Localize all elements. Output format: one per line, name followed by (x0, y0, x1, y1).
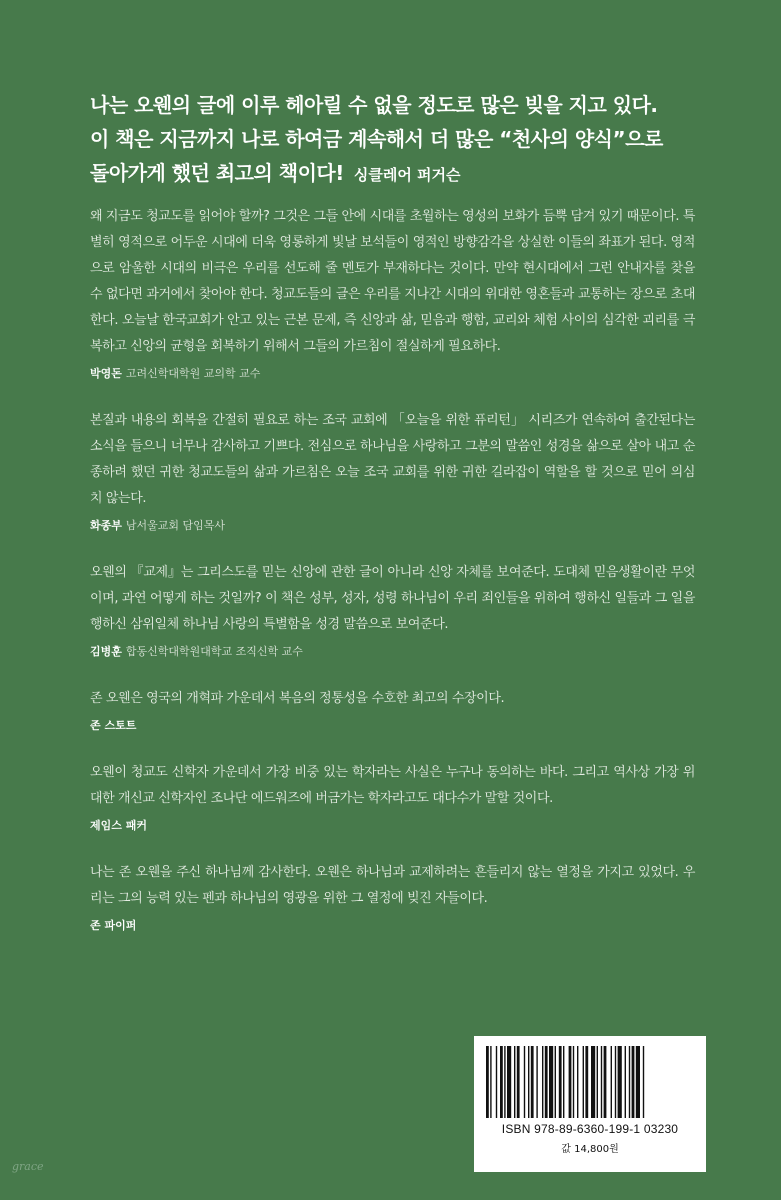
isbn-number: ISBN 978-89-6360-199-1 03230 (501, 1122, 679, 1136)
author-role: 합동신학대학원대학교 조직신학 교수 (125, 645, 303, 658)
barcode-bar (618, 1046, 622, 1118)
barcode-bar (500, 1046, 503, 1118)
review-author (90, 366, 695, 382)
barcode-bar (559, 1046, 562, 1118)
barcode-bar (625, 1046, 626, 1118)
barcode-bar (536, 1046, 537, 1118)
review-text: 나는 존 오웬을 주신 하나님께 감사한다. 오웬은 하나님과 교제하려는 흔들리지 않는 열정을 가지고 있었다. 우리는 그의 능력 있는 펜과 하나님의 영광을 위한 그 열정에 빚진 자들이다. (90, 865, 695, 906)
review-5 (90, 760, 695, 834)
reviews-list (90, 204, 695, 960)
headline-line-2: 이 책은 지금까지 나로 하여금 계속해서 더 많은 “천사의 양식”으로 (90, 127, 663, 151)
publisher-logo: grace (12, 1160, 44, 1173)
barcode-bar (591, 1046, 595, 1118)
barcode-bar (524, 1046, 525, 1118)
review-text: 왜 지금도 청교도를 읽어야 할까? 그것은 그들 안에 시대를 초월하는 영성의 보화가 듬뿍 담겨 있기 때문이다. 특별히 영적으로 어두운 시대에 더욱 영롱하게 빛날 보석들이 영적인 방향감각을 상실한 이들의 좌표가 된다. 영적으로 암울한 시대의 비극은 우리를 선도해 줄 멘토가 부재하다는 것이다. 만약 현시대에서 그런 안내자를 찾을 수 없다면 과거에서 찾아야 한다. 청교도들의 글은 우리를 지나간 시대의 위대한 영혼들과 교통하는 장으로 초대한다. 오늘날 한국교회가 안고 있는 근본 문제, 즉 신앙과 삶, 믿음과 행함, 교리와 체험 사이의 심각한 괴리를 극복하고 신앙의 균형을 회복하기 위해서 그들의 가르침이 절실하게 필요하다. (90, 209, 695, 354)
barcode-bar (629, 1046, 630, 1118)
author-name: 제임스 패커 (90, 819, 147, 832)
barcode-bar (577, 1046, 578, 1118)
barcode-bar (585, 1046, 588, 1118)
barcode-icon (484, 1046, 696, 1118)
barcode-bar (597, 1046, 598, 1118)
barcode-bar (573, 1046, 574, 1118)
review-2 (90, 408, 695, 534)
isbn-barcode-box (474, 1036, 706, 1172)
price-label: 값 14,800원 (561, 1144, 619, 1155)
review-author (90, 518, 695, 534)
barcode-bar (583, 1046, 584, 1118)
review-author (90, 818, 695, 834)
barcode-bar (636, 1046, 640, 1118)
review-author (90, 718, 695, 734)
author-name: 존 파이퍼 (90, 919, 137, 932)
review-6 (90, 860, 695, 934)
barcode-bar (528, 1046, 529, 1118)
barcode-bar (555, 1046, 556, 1118)
headline-line-3 (90, 156, 730, 192)
headline-line-1: 나는 오웬의 글에 이루 헤아릴 수 없을 정도로 많은 빚을 지고 있다. (90, 93, 658, 117)
barcode-bar (601, 1046, 602, 1118)
barcode-bar (604, 1046, 607, 1118)
review-author (90, 918, 695, 934)
author-name: 존 스토트 (90, 719, 137, 732)
review-text: 존 오웬은 영국의 개혁파 가운데서 복음의 정통성을 수호한 최고의 수장이다. (90, 691, 505, 706)
author-name: 박영돈 (90, 367, 122, 380)
review-text: 오웬이 청교도 신학자 가운데서 가장 비중 있는 학자라는 사실은 누구나 동의하는 바다. 그리고 역사상 가장 위대한 개신교 신학자인 조나단 에드워즈에 버금가는 학자라고도 대다수가 말할 것이다. (90, 765, 695, 806)
barcode-bar (514, 1046, 515, 1118)
review-text: 본질과 내용의 회복을 간절히 필요로 하는 조국 교회에 「오늘을 위한 퓨리턴」 시리즈가 연속하여 출간된다는 소식을 들으니 너무나 감사하고 기쁘다. 전심으로 하나님을 사랑하고 그분의 말씀인 성경을 삶으로 살아 내고 순종하려 했던 귀한 청교도들의 삶과 가르침은 오늘 조국 교회를 위한 귀한 길라잡이 역할을 할 것으로 믿어 의심치 않는다. (90, 413, 695, 506)
barcode-bar (545, 1046, 548, 1118)
barcode-bar (632, 1046, 635, 1118)
author-role: 남서울교회 담임목사 (125, 519, 226, 532)
barcode-bar (569, 1046, 572, 1118)
author-name: 김병훈 (90, 645, 122, 658)
barcode-bar (611, 1046, 612, 1118)
headline-attribution: 싱클레어 퍼거슨 (353, 166, 461, 184)
review-text: 오웬의 『교제』는 그리스도를 믿는 신앙에 관한 글이 아니라 신앙 자체를 보여준다. 도대체 믿음생활이란 무엇이며, 과연 어떻게 하는 것일까? 이 책은 성부, 성자, 성령 하나님이 우리 죄인들을 위하여 행하신 일들과 그 일을 행하신 삼위일체 하나님 사랑의 특별함을 성경 말씀으로 보여준다. (90, 565, 695, 632)
barcode-bar (542, 1046, 543, 1118)
author-role: 고려신학대학원 교의학 교수 (125, 367, 261, 380)
review-4 (90, 686, 695, 734)
headline-quote (90, 88, 730, 192)
barcode-bar (517, 1046, 520, 1118)
barcode-bar (643, 1046, 644, 1118)
barcode-bar (615, 1046, 616, 1118)
headline-line-3-text: 돌아가게 했던 최고의 책이다! (90, 161, 344, 185)
barcode-bar (549, 1046, 553, 1118)
author-name: 화종부 (90, 519, 122, 532)
barcode-bar (496, 1046, 497, 1118)
review-3 (90, 560, 695, 660)
barcode-bar (486, 1046, 489, 1118)
barcode-bar (563, 1046, 564, 1118)
barcode-bar (504, 1046, 505, 1118)
barcode-bar (490, 1046, 491, 1118)
review-1 (90, 204, 695, 382)
barcode-bar (531, 1046, 534, 1118)
barcode-bar (507, 1046, 511, 1118)
review-author (90, 644, 695, 660)
